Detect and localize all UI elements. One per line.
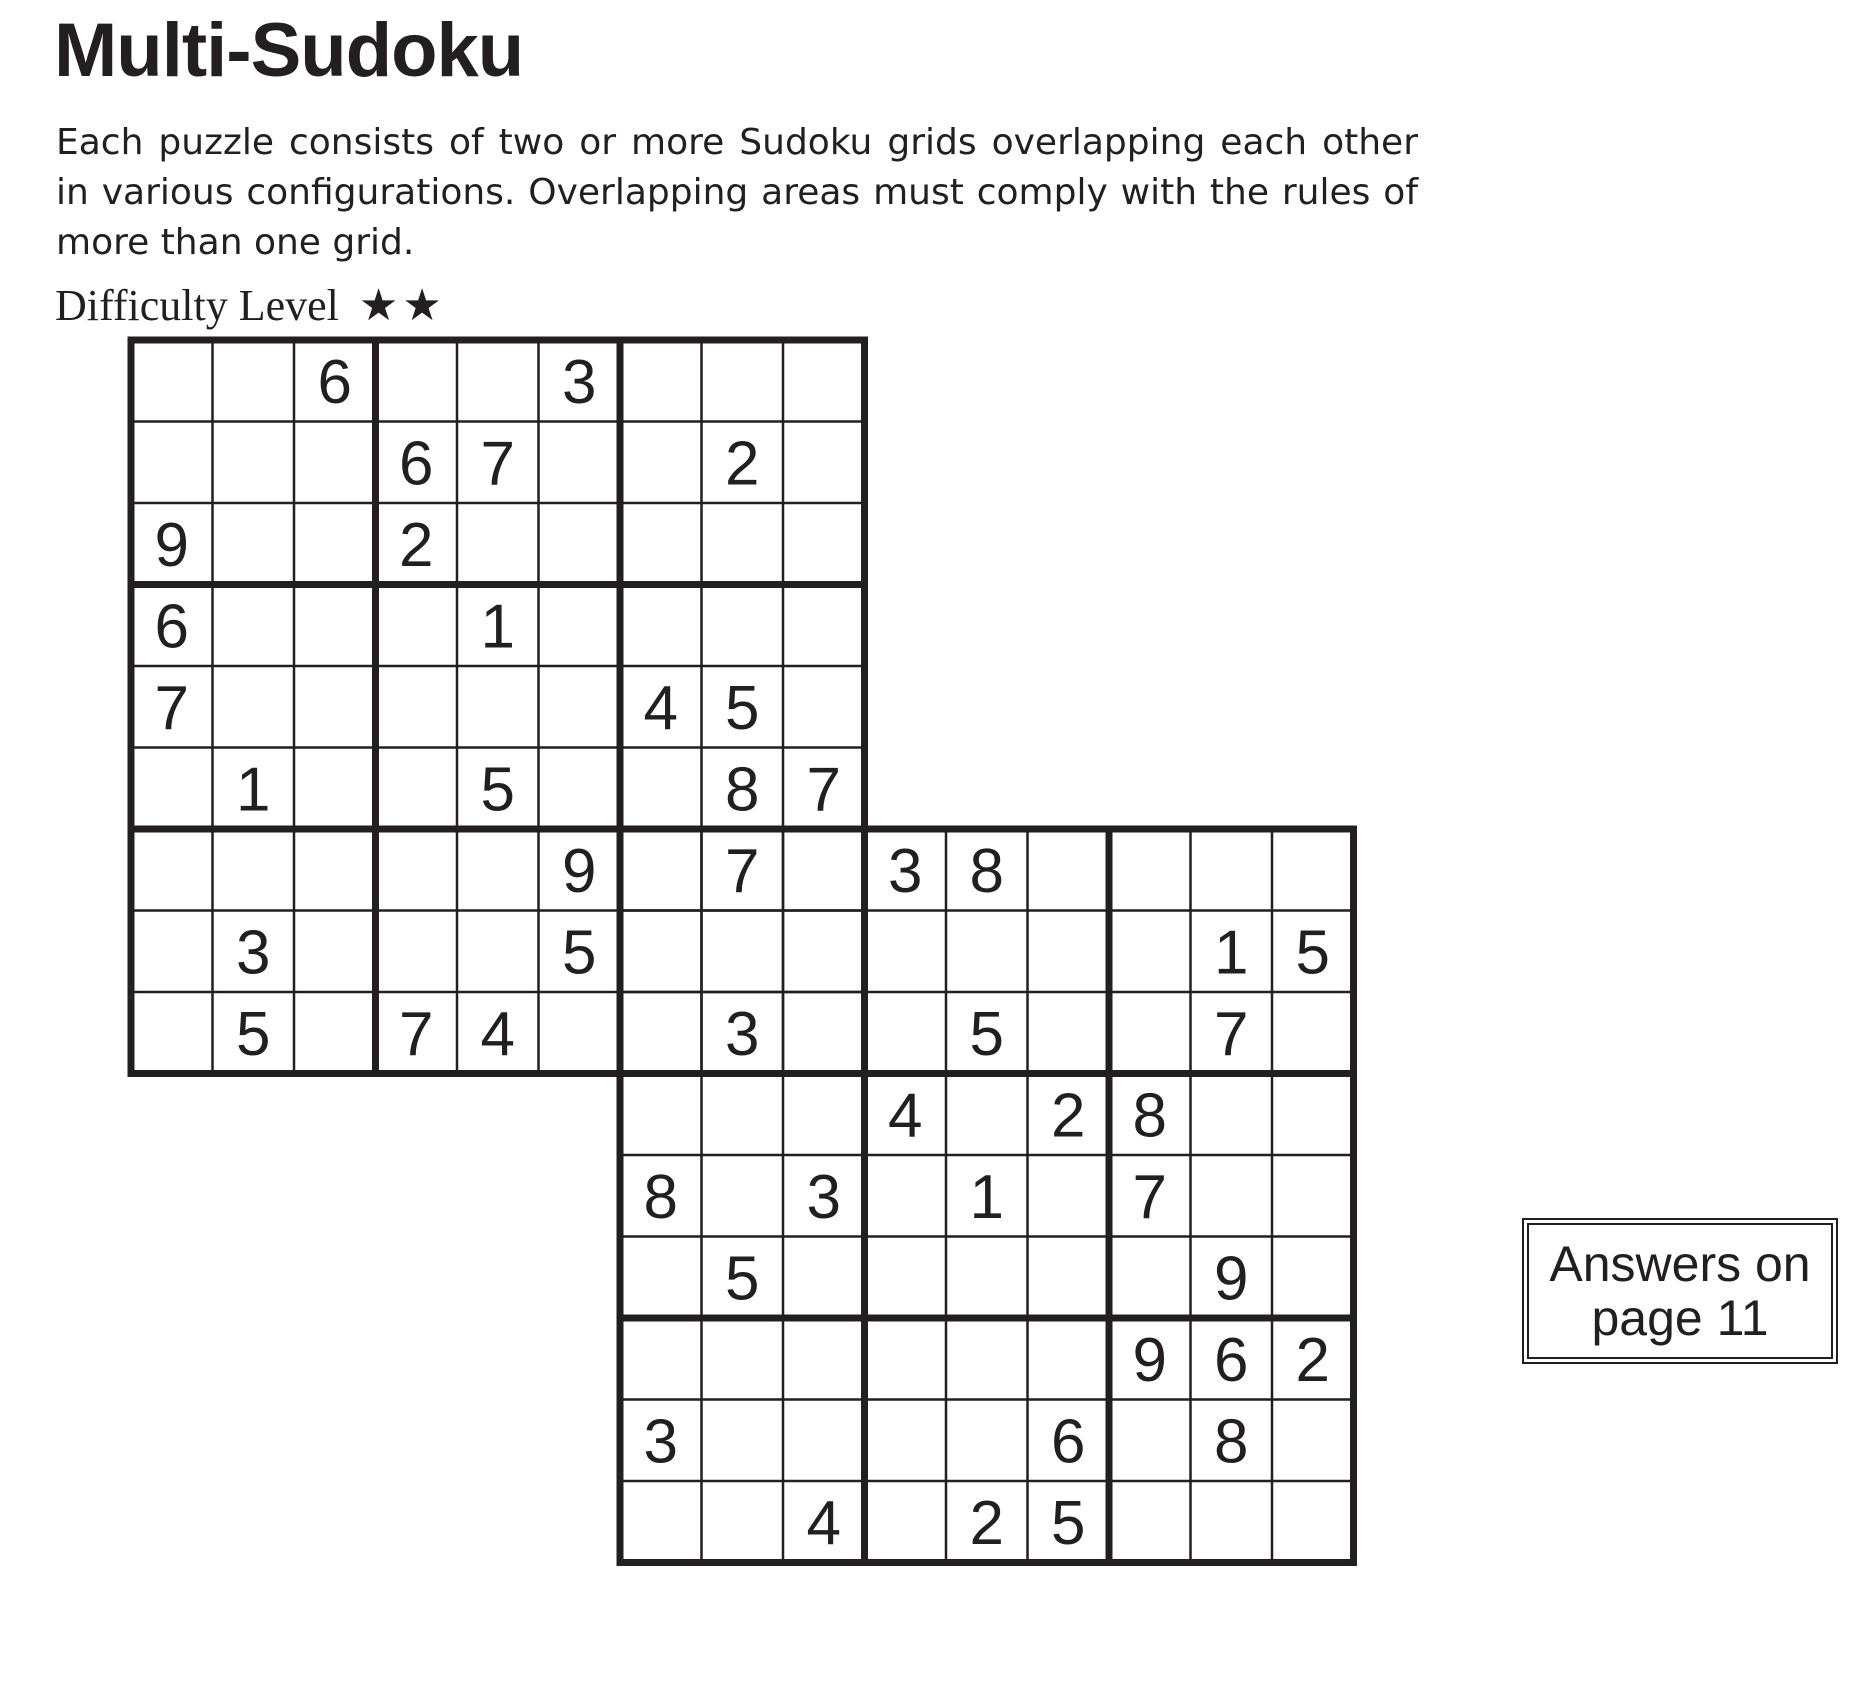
given-digit: 3 <box>236 918 271 988</box>
given-digit: 4 <box>480 999 515 1069</box>
given-digit: 8 <box>643 1162 678 1232</box>
given-digit: 4 <box>888 1081 923 1151</box>
given-digit: 1 <box>480 592 515 662</box>
given-digit: 1 <box>1214 918 1249 988</box>
given-digit: 2 <box>1051 1081 1086 1151</box>
given-digit: 7 <box>1214 999 1249 1069</box>
given-digit: 7 <box>154 673 189 743</box>
given-digits <box>155 348 1330 1558</box>
given-digit: 6 <box>1214 1325 1249 1395</box>
given-digit: 3 <box>806 1162 841 1232</box>
given-digit: 4 <box>643 673 678 743</box>
difficulty-stars-icon: ★★ <box>358 280 446 331</box>
given-digit: 9 <box>1132 1325 1167 1395</box>
given-digit: 9 <box>562 836 597 906</box>
given-digit: 7 <box>1132 1162 1167 1232</box>
given-digit: 5 <box>1051 1488 1086 1558</box>
given-digit: 6 <box>1051 1407 1086 1477</box>
given-digit: 3 <box>725 999 760 1069</box>
given-digit: 7 <box>399 999 434 1069</box>
given-digit: 8 <box>1214 1407 1249 1477</box>
given-digit: 9 <box>1214 1244 1249 1314</box>
given-digit: 2 <box>969 1488 1004 1558</box>
given-digit: 5 <box>969 999 1004 1069</box>
answers-note-box <box>1522 1218 1838 1364</box>
given-digit: 6 <box>154 592 189 662</box>
given-digit: 5 <box>562 918 597 988</box>
answers-note: Answers on page 11 <box>1527 1223 1833 1359</box>
given-digit: 3 <box>562 347 597 417</box>
given-digit: 4 <box>806 1488 841 1558</box>
given-digit: 5 <box>480 755 515 825</box>
given-digit: 8 <box>969 836 1004 906</box>
given-digit: 7 <box>480 429 515 499</box>
given-digit: 5 <box>725 1244 760 1314</box>
given-digit: 8 <box>725 755 760 825</box>
given-digit: 2 <box>399 510 434 580</box>
given-digit: 8 <box>1132 1081 1167 1151</box>
given-digit: 5 <box>725 673 760 743</box>
given-digit: 5 <box>236 999 271 1069</box>
grid-lines <box>131 340 1354 1563</box>
given-digit: 2 <box>1295 1325 1330 1395</box>
given-digit: 1 <box>969 1162 1004 1232</box>
given-digit: 2 <box>725 429 760 499</box>
given-digit: 6 <box>317 347 352 417</box>
given-digit: 6 <box>399 429 434 499</box>
given-digit: 3 <box>888 836 923 906</box>
page-title: Multi-Sudoku <box>54 8 524 93</box>
given-digit: 3 <box>643 1407 678 1477</box>
instructions-text: Each puzzle consists of two or more Sudoku grids overlapping each other in various configurations. Overlapping areas must comply with the rules of more than one grid. <box>56 122 1418 263</box>
given-digit: 1 <box>236 755 271 825</box>
difficulty-label: Difficulty Level <box>55 281 339 330</box>
given-digit: 7 <box>806 755 841 825</box>
given-digit: 9 <box>154 510 189 580</box>
given-digit: 5 <box>1295 918 1330 988</box>
given-digit: 7 <box>725 836 760 906</box>
